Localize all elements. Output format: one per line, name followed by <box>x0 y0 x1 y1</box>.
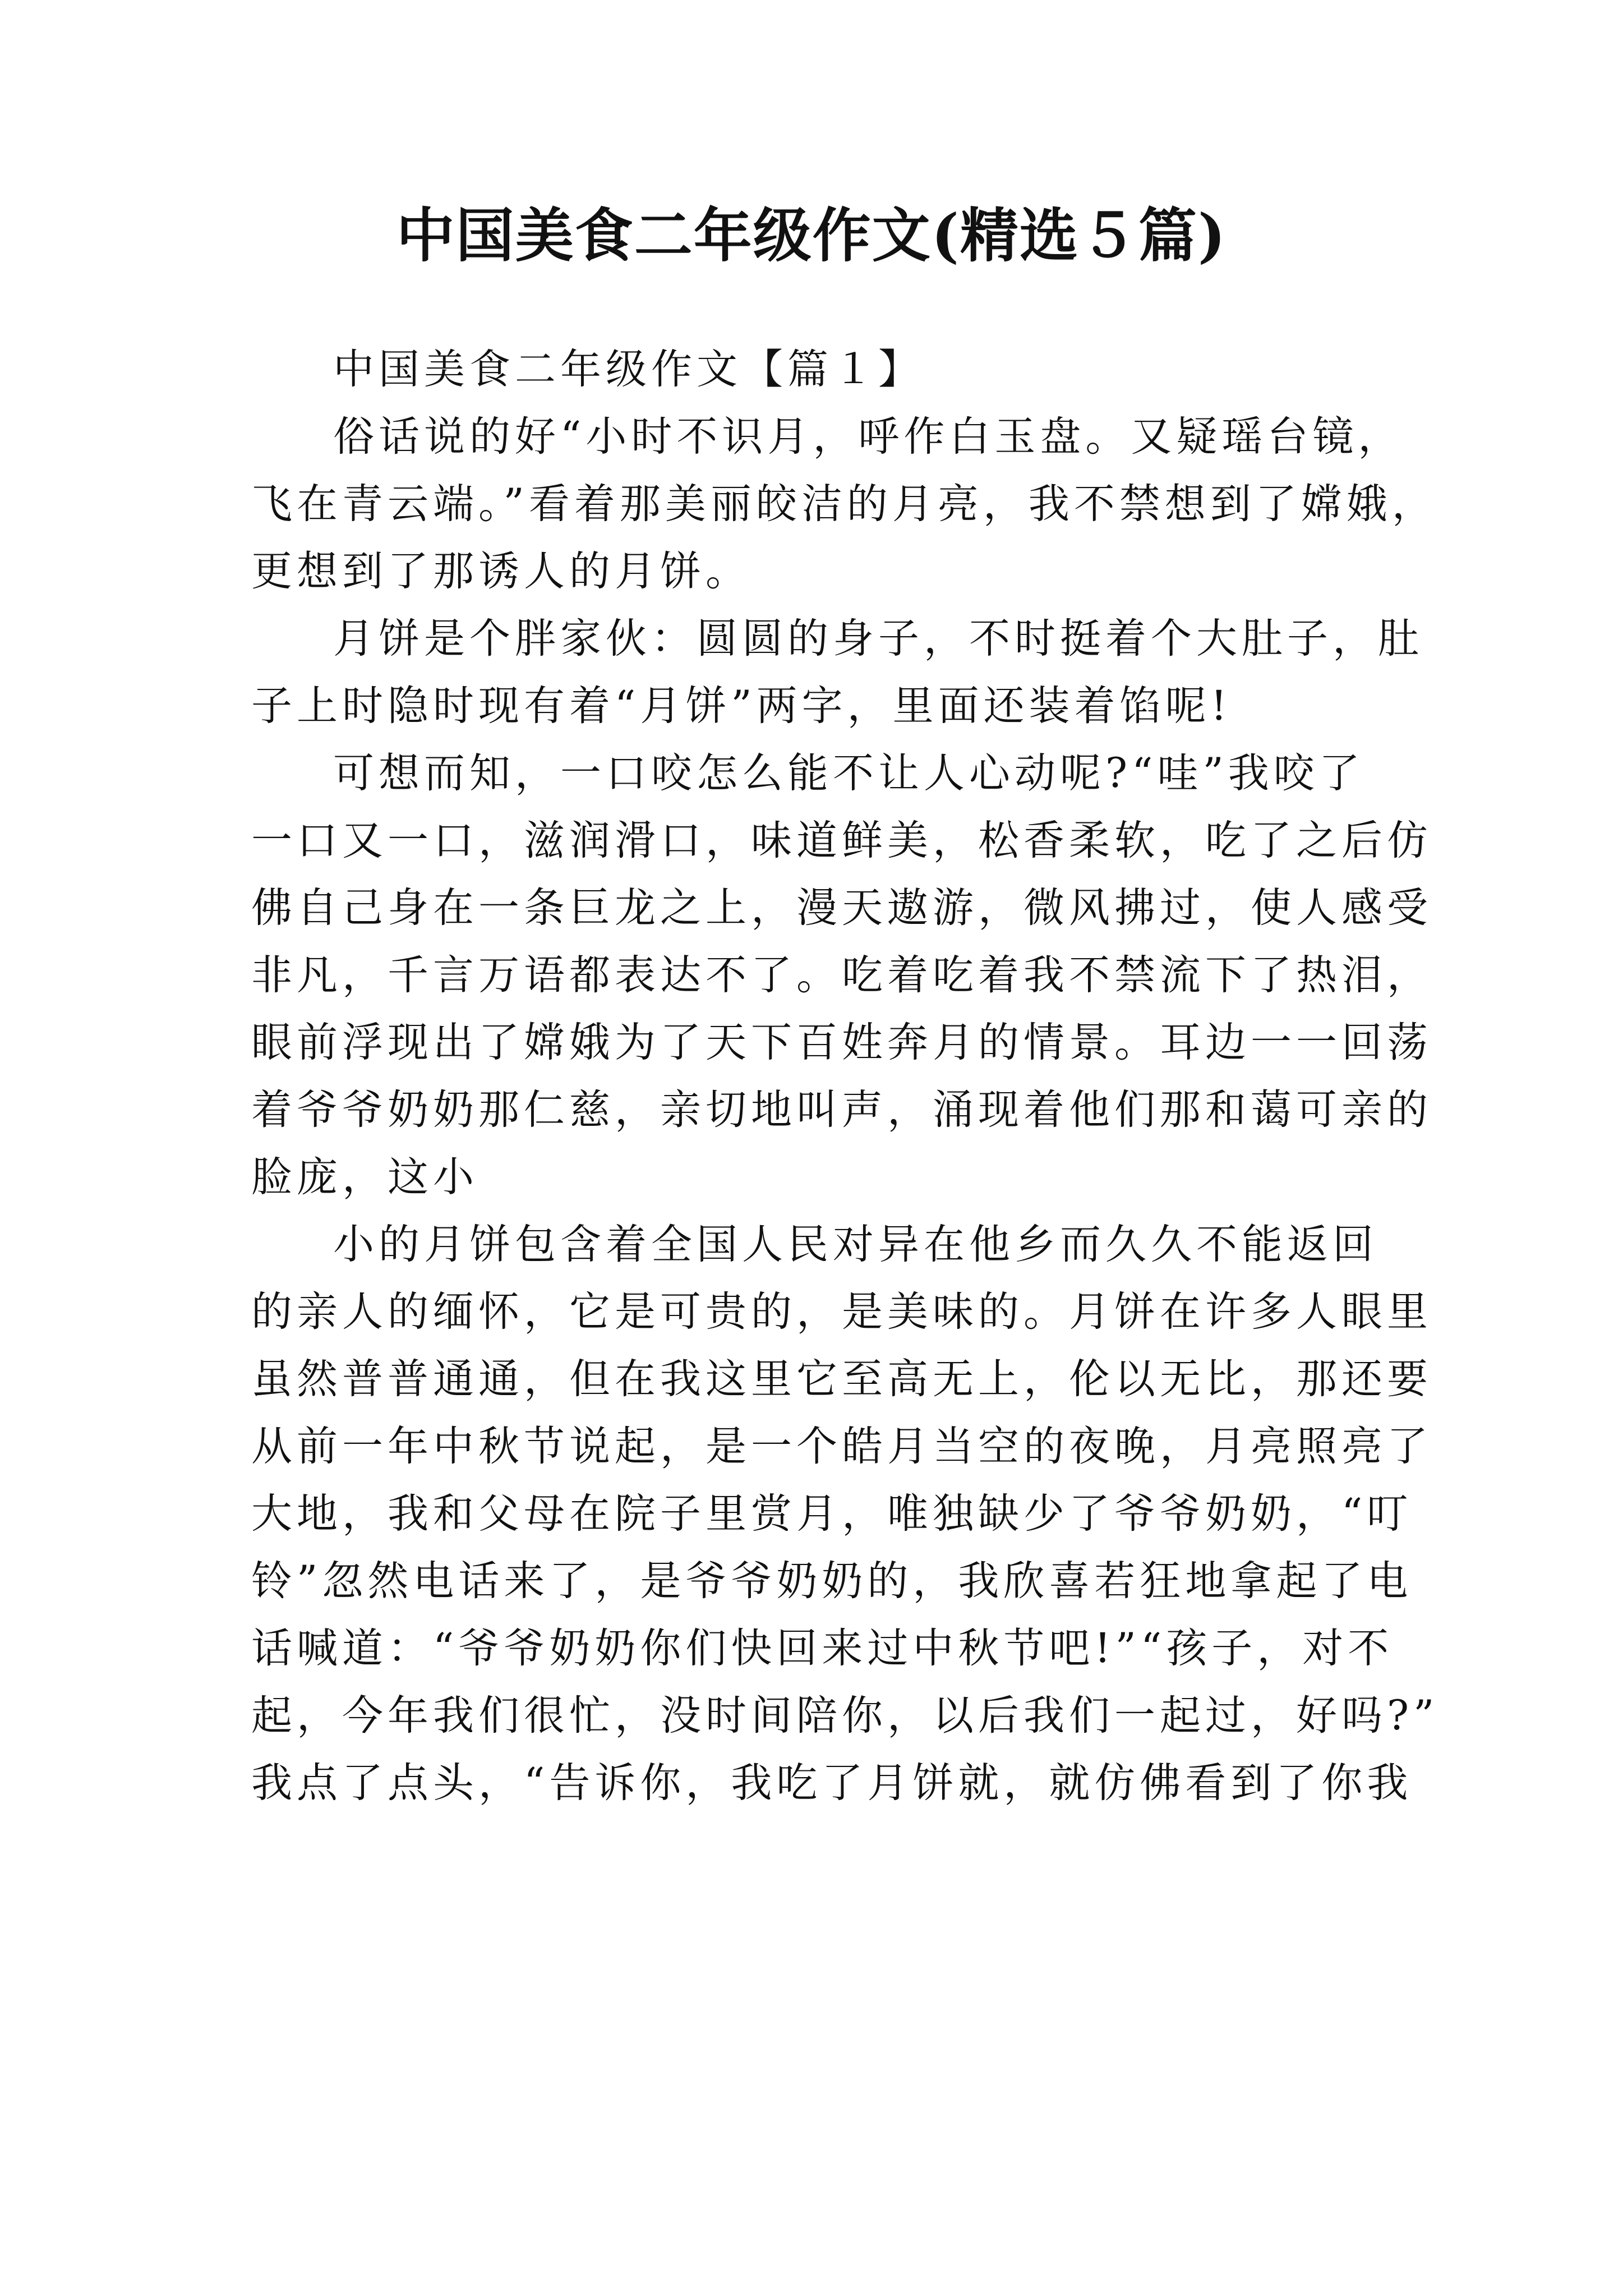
paragraph-line: 我点了点头，“告诉你，我吃了月饼就，就仿佛看到了你我 <box>251 1759 1413 1807</box>
paragraph-line: 虽然普普通通，但在我这里它至高无上，伦以无比，那还要 <box>251 1355 1432 1403</box>
paragraph-line: 佛自己身在一条巨龙之上，漫天遨游，微风拂过，使人感受 <box>251 884 1432 932</box>
paragraph-line: 飞在青云端。”看着那美丽皎洁的月亮，我不禁想到了嫦娥， <box>251 480 1437 528</box>
paragraph-line: 月饼是个胖家伙：圆圆的身子，不时挺着个大肚子，肚 <box>333 615 1423 662</box>
paragraph-line: 脸庞，这小 <box>251 1153 478 1201</box>
paragraph-line: 起，今年我们很忙，没时间陪你，以后我们一起过，好吗?” <box>251 1692 1439 1740</box>
paragraph-line: 话喊道：“爷爷奶奶你们快回来过中秋节吧!”“孩子，对不 <box>251 1625 1394 1672</box>
paragraph-line: 俗话说的好“小时不识月，呼作白玉盘。又疑瑶台镜， <box>333 413 1404 461</box>
section-heading: 中国美食二年级作文【篇１】 <box>333 346 924 393</box>
paragraph-line: 可想而知，一口咬怎么能不让人心动呢?“哇”我咬了 <box>333 749 1364 797</box>
document-title: 中国美食二年级作文(精选５篇) <box>396 201 1227 270</box>
paragraph-line: 铃”忽然电话来了，是爷爷奶奶的，我欣喜若狂地拿起了电 <box>251 1557 1413 1605</box>
document-body <box>251 336 1439 1817</box>
paragraph-line: 小的月饼包含着全国人民对异在他乡而久久不能返回 <box>333 1221 1378 1268</box>
paragraph-line: 更想到了那诱人的月饼。 <box>251 547 751 595</box>
paragraph-line: 着爷爷奶奶那仁慈，亲切地叫声，涌现着他们那和蔼可亲的 <box>251 1086 1432 1134</box>
paragraph-line: 从前一年中秋节说起，是一个皓月当空的夜晚，月亮照亮了 <box>251 1423 1432 1470</box>
paragraph-line: 大地，我和父母在院子里赏月，唯独缺少了爷爷奶奶，“叮 <box>251 1490 1413 1538</box>
paragraph-line: 一口又一口，滋润滑口，味道鲜美，松香柔软，吃了之后仿 <box>251 817 1432 864</box>
paragraph-line: 子上时隐时现有着“月饼”两字，里面还装着馅呢! <box>251 682 1232 730</box>
paragraph-line: 眼前浮现出了嫦娥为了天下百姓奔月的情景。耳边一一回荡 <box>251 1019 1432 1066</box>
paragraph-line: 的亲人的缅怀，它是可贵的，是美味的。月饼在许多人眼里 <box>251 1288 1432 1336</box>
paragraph-line: 非凡，千言万语都表达不了。吃着吃着我不禁流下了热泪， <box>251 951 1432 999</box>
